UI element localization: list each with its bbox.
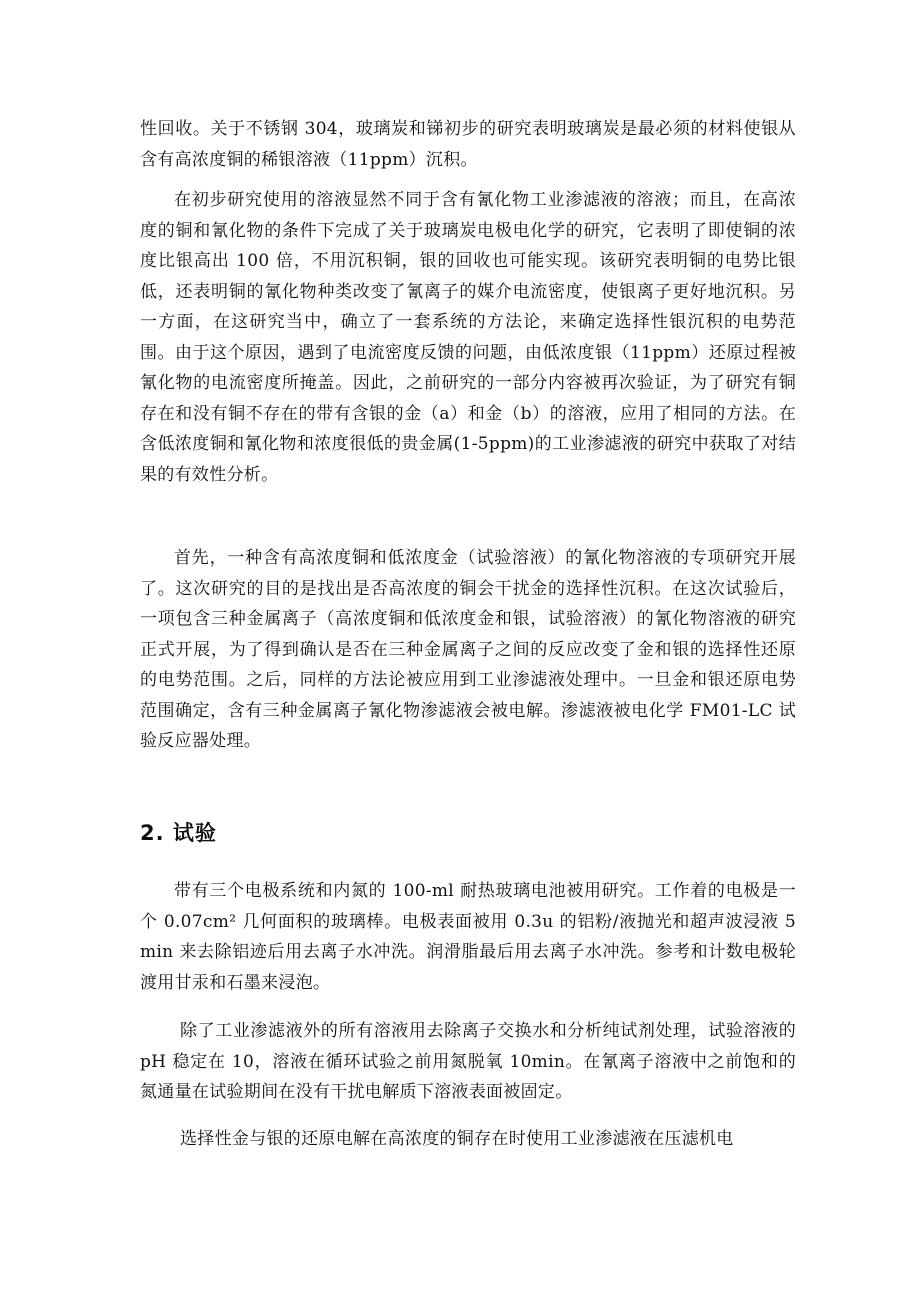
paragraph-electrode-setup: 带有三个电极系统和内氮的 100-ml 耐热玻璃电池被用研究。工作着的电极是一个 0.07cm² 几何面积的玻璃棒。电极表面被用 0.3u 的铝粉/液抛光和超声波浸液 5min 来去除铝迹后用去离子水冲洗。润滑脂最后用去离子水冲洗。参考和计数电极轮渡用甘汞和石墨来浸泡。 [140,881,796,993]
paragraph-solution-preparation: 除了工业渗滤液外的所有溶液用去除离子交换水和分析纯试剂处理，试验溶液的 pH 稳定在 10，溶液在循环试验之前用氮脱氧 10min。在氰离子溶液中之前饱和的氮通量在试验期间在没有干扰电解质下溶液表面被固定。 [140,1021,796,1102]
paragraph-study-plan: 首先，一种含有高浓度铜和低浓度金（试验溶液）的氰化物溶液的专项研究开展了。这次研究的目的是找出是否高浓度的铜会干扰金的选择性沉积。在这次试验后，一项包含三种金属离子（高浓度铜和低浓度金和银，试验溶液）的氰化物溶液的研究正式开展，为了得到确认是否在三种金属离子之间的反应改变了金和银的选择性还原的电势范围。之后，同样的方法论被应用到工业渗滤液处理中。一旦金和银还原电势范围确定，含有三种金属离子氰化物渗滤液会被电解。渗滤液被电化学 FM01-LC 试验反应器处理。 [140,548,796,751]
paragraph-preliminary-study: 在初步研究使用的溶液显然不同于含有氰化物工业渗滤液的溶液；而且，在高浓度的铜和氰化物的条件下完成了关于玻璃炭电极电化学的研究，它表明了即使铜的浓度比银高出 100 倍，不用沉积铜，银的回收也可能实现。该研究表明铜的电势比银低，还表明铜的氰化物种类改变了氰离子的媒介电流密度，使银离子更好地沉积。另一方面，在这研究当中，确立了一套系统的方法论，来确定选择性银沉积的电势范围。由于这个原因，遇到了电流密度反馈的问题，由低浓度银（11ppm）还原过程被氰化物的电流密度所掩盖。因此，之前研究的一部分内容被再次验证，为了研究有铜存在和没有铜不存在的带有含银的金（a）和金（b）的溶液，应用了相同的方法。在含低浓度铜和氰化物和浓度很低的贵金属(1-5ppm)的工业渗滤液的研究中获取了对结果的有效性分析。 [140,190,796,485]
section-heading-experiment: 2. 试验 [140,821,217,845]
paragraph-continuation: 性回收。关于不锈钢 304，玻璃炭和锑初步的研究表明玻璃炭是最必须的材料使银从含有高浓度铜的稀银溶液（11ppm）沉积。 [140,119,796,170]
paragraph-selective-reduction: 选择性金与银的还原电解在高浓度的铜存在时使用工业渗滤液在压滤机电 [180,1129,734,1149]
